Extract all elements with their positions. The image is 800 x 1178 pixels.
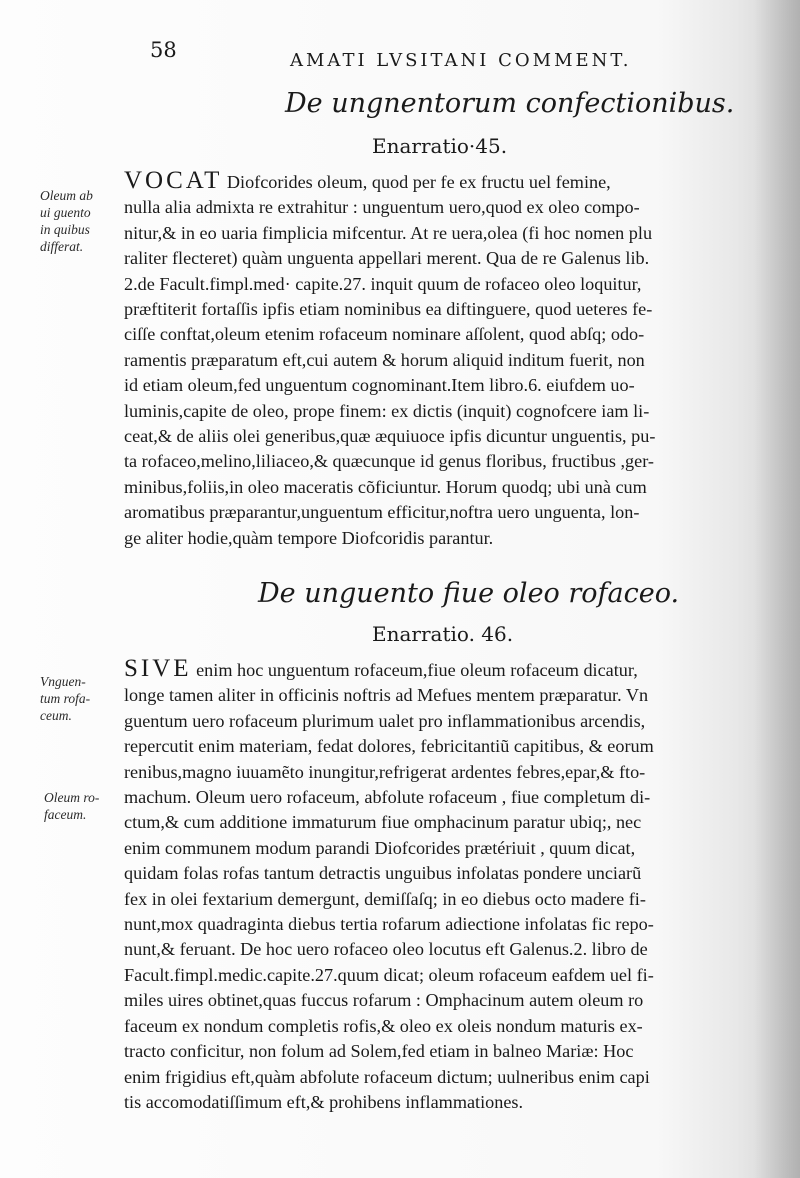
section-title: De unguento fiue oleo rofaceo. — [258, 578, 680, 609]
text-line: nunt,mox quadraginta diebus tertia rofarum adiectione infolatas fic repo- — [124, 914, 654, 935]
text-line: id etiam oleum,fed unguentum cognominant.Item libro.6. eiufdem uo- — [124, 375, 635, 396]
text-line: ramentis præparatum eft,cui autem & horum aliquid inditum fuerit, non — [124, 349, 645, 370]
text-line: nitur,& in eo uaria fimplicia mifcentur. At re uera,olea (fi hoc nomen plu — [124, 222, 653, 243]
text-line: fex in olei fextarium demergunt, demiſſaſq; in eo diebus octo madere fi- — [124, 888, 646, 909]
text-line: machum. Oleum uero rofaceum, abfolute rofaceum , fiue completum di- — [124, 787, 651, 808]
text-line: enim frigidius eft,quàm abfolute rofaceum dictum; uulneribus enim capi — [124, 1066, 650, 1087]
text-line: VOCAT Diofcorides oleum, quod per fe ex fructu uel femine, — [124, 168, 611, 194]
text-line: minibus,foliis,in oleo maceratis cõficiuntur. Horum quodq; ubi unà cum — [124, 476, 647, 497]
section-title: De ungnentorum confectionibus. — [285, 88, 735, 119]
text-line: nunt,& feruant. De hoc uero rofaceo oleo locutus eft Galenus.2. libro de — [124, 939, 648, 960]
text-line: miles uires obtinet,quas fuccus rofarum : Omphacinum autem oleum ro — [124, 990, 644, 1011]
text-line: enim communem modum parandi Diofcorides prætériuit , quum dicat, — [124, 837, 636, 858]
section-body — [124, 168, 776, 551]
margin-note-line: in quibus — [40, 222, 90, 237]
text-line: quidam folas rofas tantum detractis unguibus infolatas pondere unciarũ — [124, 863, 642, 884]
text-line: ge aliter hodie,quàm tempore Diofcoridis parantur. — [124, 527, 494, 548]
margin-note-line: differat. — [40, 239, 84, 254]
margin-note-line: ceum. — [40, 708, 72, 723]
text-line: tis accomodatiſſimum eft,& prohibens inflammationes. — [124, 1091, 524, 1112]
text-line: luminis,capite de oleo, prope finem: ex dictis (inquit) cognofcere iam li- — [124, 400, 650, 421]
section-subtitle: Enarratio·45. — [372, 134, 508, 158]
text-line: tracto conficitur, non folum ad Solem,fed etiam in balneo Mariæ: Hoc — [124, 1041, 634, 1062]
text-line: præftiterit fortaſſis ipfis etiam nominibus ea diftinguere, quod ueteres fe- — [124, 299, 653, 320]
section-subtitle: Enarratio. 46. — [372, 622, 514, 646]
drop-word: VOCAT — [124, 168, 223, 194]
drop-word: SIVE — [124, 656, 192, 682]
text-line: 2.de Facult.fimpl.med· capite.27. inquit quum de rofaceo oleo loquitur, — [124, 273, 642, 294]
margin-note-line: Oleum ab — [40, 188, 93, 203]
section-body — [124, 656, 776, 1115]
margin-note-line: Oleum ro- — [44, 790, 100, 805]
text-line: SIVE enim hoc unguentum rofaceum,fiue oleum rofaceum dicatur, — [124, 656, 638, 682]
text-line: Facult.fimpl.medic.capite.27.quum dicat; oleum rofaceum eafdem uel fi- — [124, 964, 654, 985]
running-head: AMATI LVSITANI COMMENT. — [290, 50, 632, 71]
margin-note — [44, 789, 99, 823]
margin-note-line: ui guento — [40, 205, 91, 220]
text-line: raliter flecteret) quàm unguenta appellari merent. Qua de re Galenus lib. — [124, 248, 650, 269]
margin-note-line: Vnguen- — [40, 674, 86, 689]
text-line: ciſſe conftat,oleum etenim rofaceum nominare aſſolent, quod abſq; odo- — [124, 324, 645, 345]
margin-note — [40, 187, 93, 255]
margin-note — [40, 673, 90, 724]
text-line: repercutit enim materiam, fedat dolores, febricitantiũ capitibus, & eorum — [124, 736, 654, 757]
margin-note-line: faceum. — [44, 807, 87, 822]
text-line: nulla alia admixta re extrahitur : unguentum uero,quod ex oleo compo- — [124, 197, 640, 218]
text-line: aromatibus præparantur,unguentum efficitur,noftra uero unguenta, lon- — [124, 502, 640, 523]
text-line: longe tamen aliter in officinis noftris ad Mefues mentem præparatur. Vn — [124, 685, 649, 706]
text-line: faceum ex nondum completis rofis,& oleo ex oleis nondum maturis ex- — [124, 1015, 643, 1036]
text-line: renibus,magno iuuamẽto inungitur,refrigerat ardentes febres,epar,& fto- — [124, 761, 646, 782]
text-line: ceat,& de aliis olei generibus,quæ æquiuoce ipfis dicuntur unguentis, pu- — [124, 426, 656, 447]
text-line: ctum,& cum additione immaturum fiue omphacinum paratur ubiq;, nec — [124, 812, 642, 833]
page-header — [0, 30, 800, 70]
margin-note-line: tum rofa- — [40, 691, 91, 706]
page-number: 58 — [150, 38, 177, 62]
text-line: guentum uero rofaceum plurimum ualet pro inflammationibus arcendis, — [124, 710, 646, 731]
text-line: ta rofaceo,melino,liliaceo,& quæcunque id genus floribus, fructibus ,ger- — [124, 451, 654, 472]
